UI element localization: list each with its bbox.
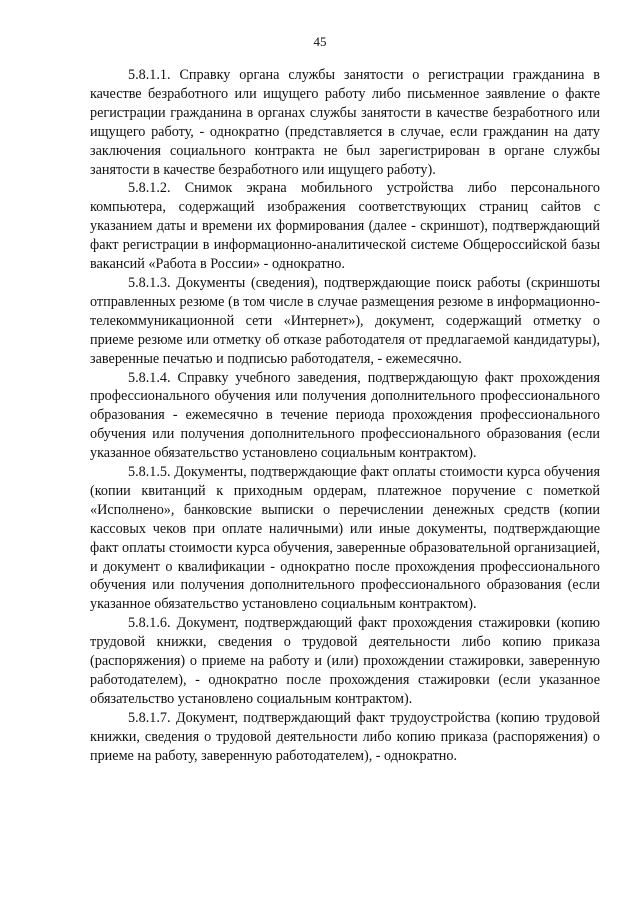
paragraph-5-8-1-5: 5.8.1.5. Документы, подтверждающие факт оплаты стоимости курса обучения (копии квитанций к приходным ордерам, платежное поручение с пометкой «Исполнено», банковские выписки о перечислении денежных средств (копии кассовых чеков при оплате наличными) или иные документы, подтверждающие факт оплаты стоимости курса обучения, заверенные образовательной организацией, и документ о квалификации - однократно после прохождения профессионального обучения или получения дополнительного профессионального образования (если указанное обязательство установлено социальным контрактом). — [90, 464, 600, 613]
paragraph-5-8-1-1: 5.8.1.1. Справку органа службы занятости о регистрации гражданина в качестве безработного или ищущего работу либо письменное заявление о факте регистрации гражданина в органах службы занятости в качестве безработного или ищущего работу, - однократно (представляется в случае, если гражданин на дату заключения социального контракта не был зарегистрирован в органе службы занятости в качестве безработного или ищущего работу). — [90, 67, 600, 178]
paragraph-5-8-1-7: 5.8.1.7. Документ, подтверждающий факт трудоустройства (копию трудовой книжки, сведения о трудовой деятельности либо копию приказа (распоряжения) о приеме на работу, заверенную работодателем), - однократно. — [90, 709, 600, 764]
paragraph-5-8-1-4: 5.8.1.4. Справку учебного заведения, подтверждающую факт прохождения профессионального обучения или получения дополнительного профессионального образования - ежемесячно в течение периода прохождения профессионального обучения или получения дополнительного профессионального образования (если указанное обязательство установлено социальным контрактом). — [90, 369, 600, 462]
page-number: 45 — [313, 34, 327, 49]
paragraph-5-8-1-6: 5.8.1.6. Документ, подтверждающий факт прохождения стажировки (копию трудовой книжки, сведения о трудовой деятельности либо копию приказа (распоряжения) о приеме на работу и (или) прохождении стажировки, заверенную работодателем), - однократно после прохождения стажировки (если указанное обязательство установлено социальным контрактом). — [90, 615, 600, 707]
paragraph-5-8-1-3: 5.8.1.3. Документы (сведения), подтверждающие поиск работы (скриншоты отправленных резюме (в том числе в случае размещения резюме в информационно-телекоммуникационной сети «Интернет»), документ, содержащий отметку о приеме резюме или отметку об отказе работодателя от предлагаемой кандидатуры), заверенные печатью и подписью работодателя, - ежемесячно. — [90, 274, 600, 367]
document-body — [90, 66, 600, 766]
paragraph-5-8-1-2: 5.8.1.2. Снимок экрана мобильного устройства либо персонального компьютера, содержащий изображения соответствующих страниц сайтов с указанием даты и времени их формирования (далее - скриншот), подтверждающий факт регистрации в информационно-аналитической системе Общероссийской базы вакансий «Работа в России» - однократно. — [90, 180, 600, 273]
